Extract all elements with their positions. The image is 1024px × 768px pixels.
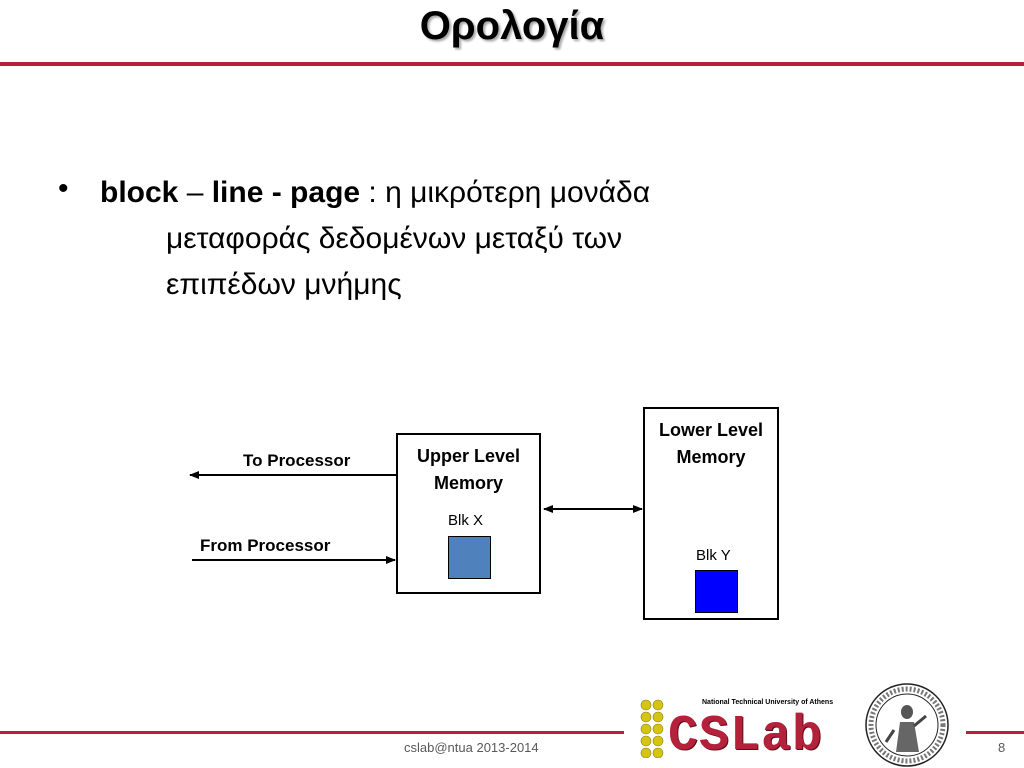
lower-level-memory-box (643, 407, 779, 620)
footer-rule-left (0, 731, 624, 734)
slide-title: Ορολογία (419, 4, 605, 48)
upper-level-label-line1: Upper Level (416, 446, 521, 466)
upper-level-label-line2: Memory (433, 473, 504, 493)
logo-caption: National Technical University of Athens (702, 699, 834, 706)
bullet-icon: • (58, 172, 69, 205)
footer-rule-right (966, 731, 1024, 734)
term-line-page: line - page (211, 176, 361, 209)
blk-y-label: Blk Y (696, 547, 731, 564)
logo-dots-icon (640, 698, 670, 758)
lower-level-label-line1: Lower Level (658, 420, 764, 440)
definition-line-1: : η μικρότερη μονάδα (360, 176, 651, 209)
definition-line-3: επιπέδων μνήμης (166, 268, 402, 301)
upper-level-memory-box (396, 433, 541, 594)
logo-wordmark: CSLab (668, 708, 824, 765)
page-number: 8 (998, 740, 1006, 755)
to-processor-label: To Processor (243, 451, 351, 470)
from-processor-label: From Processor (200, 536, 331, 555)
ntua-seal-icon (864, 682, 950, 768)
blk-x (448, 536, 491, 579)
definition-line-2: μεταφοράς δεδομένων μεταξύ των (166, 222, 623, 255)
blk-y (695, 570, 738, 613)
footer-text: cslab@ntua 2013-2014 (404, 740, 539, 755)
lower-level-label-line2: Memory (676, 447, 746, 467)
blk-x-label: Blk X (448, 512, 484, 529)
cslab-logo (640, 698, 850, 765)
term-block: block (100, 176, 179, 209)
term-dash: – (178, 176, 212, 209)
